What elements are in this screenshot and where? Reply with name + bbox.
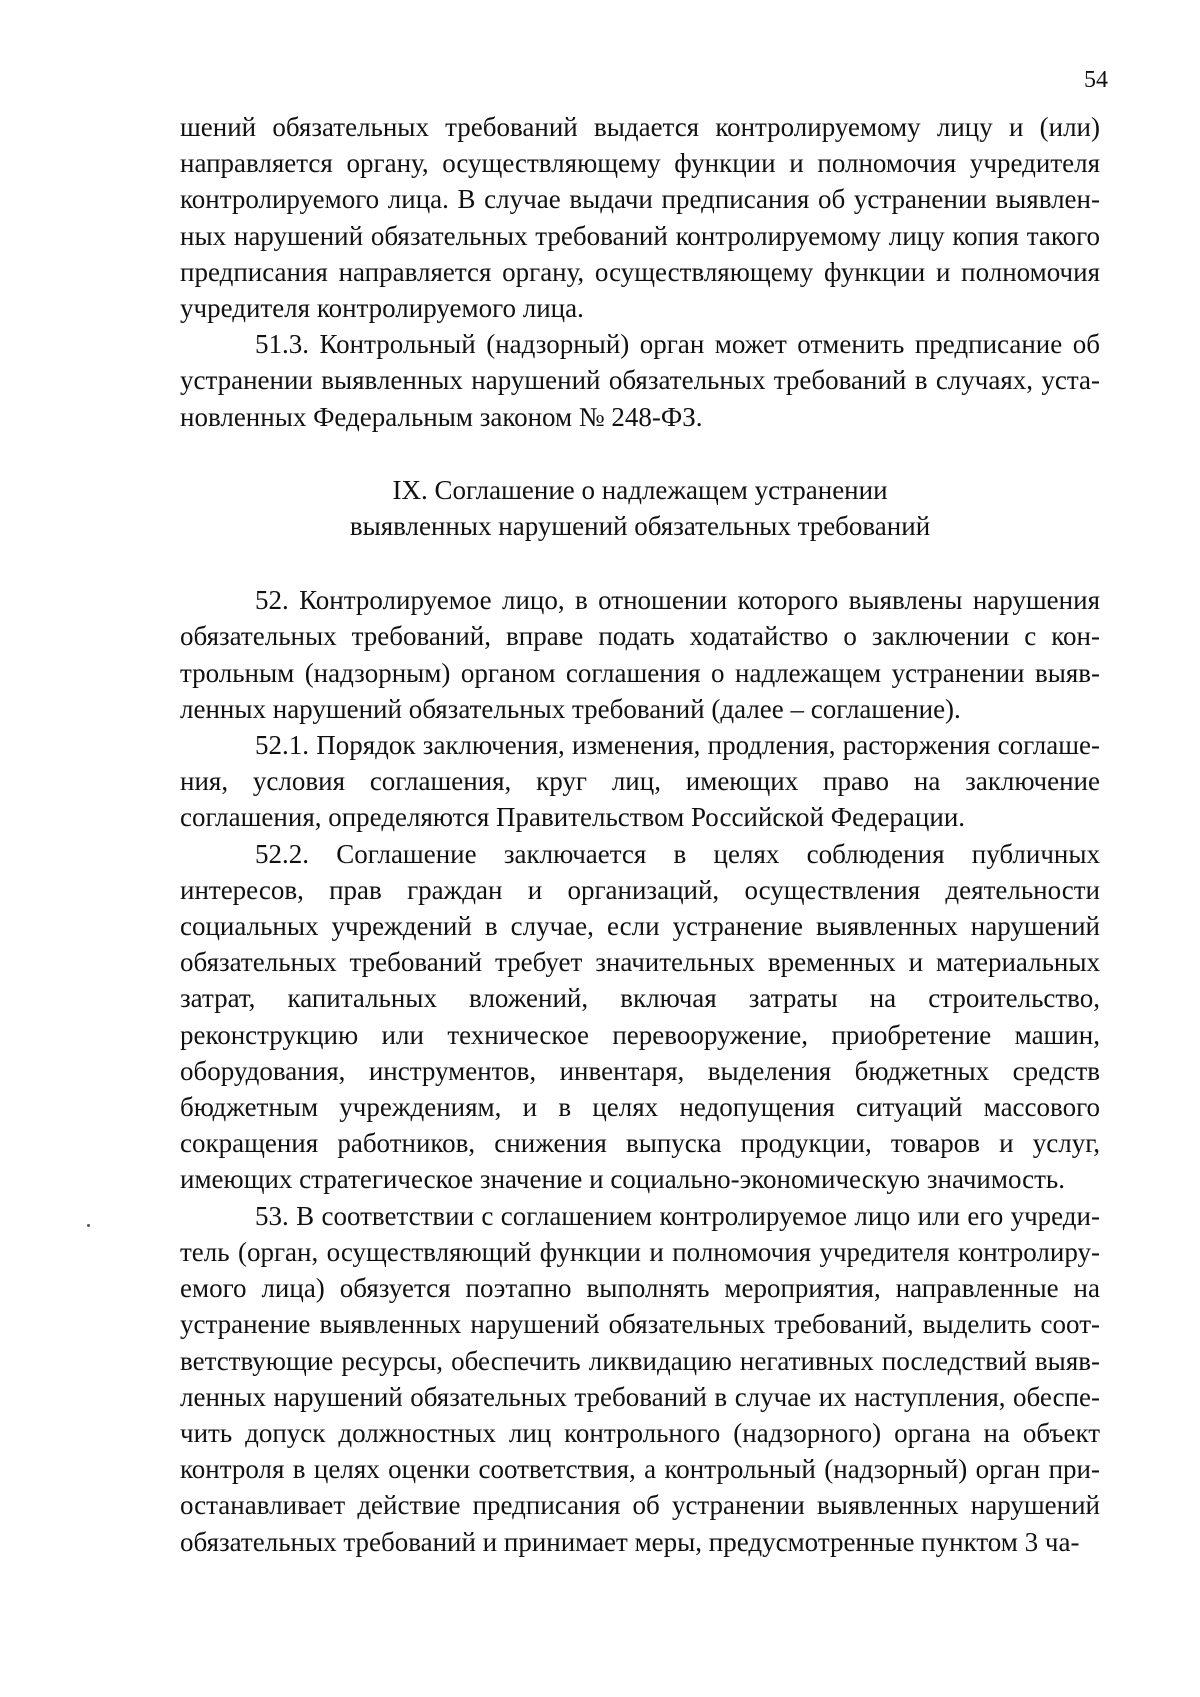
scan-speck	[87, 1224, 90, 1227]
page-number: 54	[1084, 67, 1108, 93]
paragraph-52-2: 52.2. Соглашение заключается в целях соблюдения публичных интересов, прав граждан и организаций, осуществления деятельности социальных учреждений в случае, если устранение выявленных нарушений обязательных требований требует значительных временных и материальных затрат, капитальных вложений, включая затраты на строительство, реконструкцию или техническое перевооружение, приобретение машин, оборудования, инструментов, инвентаря, выделения бюджетных средств бюджетным учреждениям, и в целях недопущения ситуаций массового сокращения работников, снижения выпуска продукции, товаров и услуг, имеющих стратегическое значение и социально-экономическую значимость.	[180, 838, 1100, 1195]
paragraph-52: 52. Контролируемое лицо, в отношении которого выявлены нарушения обязательных требований, вправе подать ходатайство о заключении с контрольным (надзорным) органом соглашения о надлежащем устранении выявленных нарушений обязательных требований (далее – соглашение).	[180, 585, 1100, 724]
paragraph-continuation: шений обязательных требований выдается контролируемому лицу и (или) направляется органу, осуществляющему функции и полномочия учредителя контролируемого лица. В случае выдачи предписания об устранении выявленных нарушений обязательных требований контролируемому лицу копия такого предписания направляется органу, осуществляющему функции и полномочия учредителя контролируемого лица.	[180, 112, 1100, 324]
section-heading	[180, 472, 1100, 544]
document-body	[180, 109, 1100, 1560]
section-heading-line-2: выявленных нарушений обязательных требований	[349, 511, 931, 542]
section-heading-line-1: IX. Соглашение о надлежащем устранении	[392, 474, 888, 505]
paragraph-51-3: 51.3. Контрольный (надзорный) орган может отменить предписание об устранении выявленных нарушений обязательных требований в случаях, установленных Федеральным законом № 248-ФЗ.	[180, 329, 1100, 432]
paragraph-52-1: 52.1. Порядок заключения, изменения, продления, расторжения соглашения, условия соглашения, круг лиц, имеющих право на заключение соглашения, определяются Правительством Российской Федерации.	[180, 730, 1100, 833]
paragraph-53: 53. В соответствии с соглашением контролируемое лицо или его учредитель (орган, осуществляющий функции и полномочия учредителя контролируемого лица) обязуется поэтапно выполнять мероприятия, направленные на устранение выявленных нарушений обязательных требований, выделить соответствующие ресурсы, обеспечить ликвидацию негативных последствий выявленных нарушений обязательных требований в случае их наступления, обеспечить допуск должностных лиц контрольного (надзорного) органа на объект контроля в целях оценки соответствия, а контрольный (надзорный) орган приостанавливает действие предписания об устранении выявленных нарушений обязательных требований и принимает меры, предусмотренные пунктом 3 ча-	[180, 1200, 1100, 1557]
